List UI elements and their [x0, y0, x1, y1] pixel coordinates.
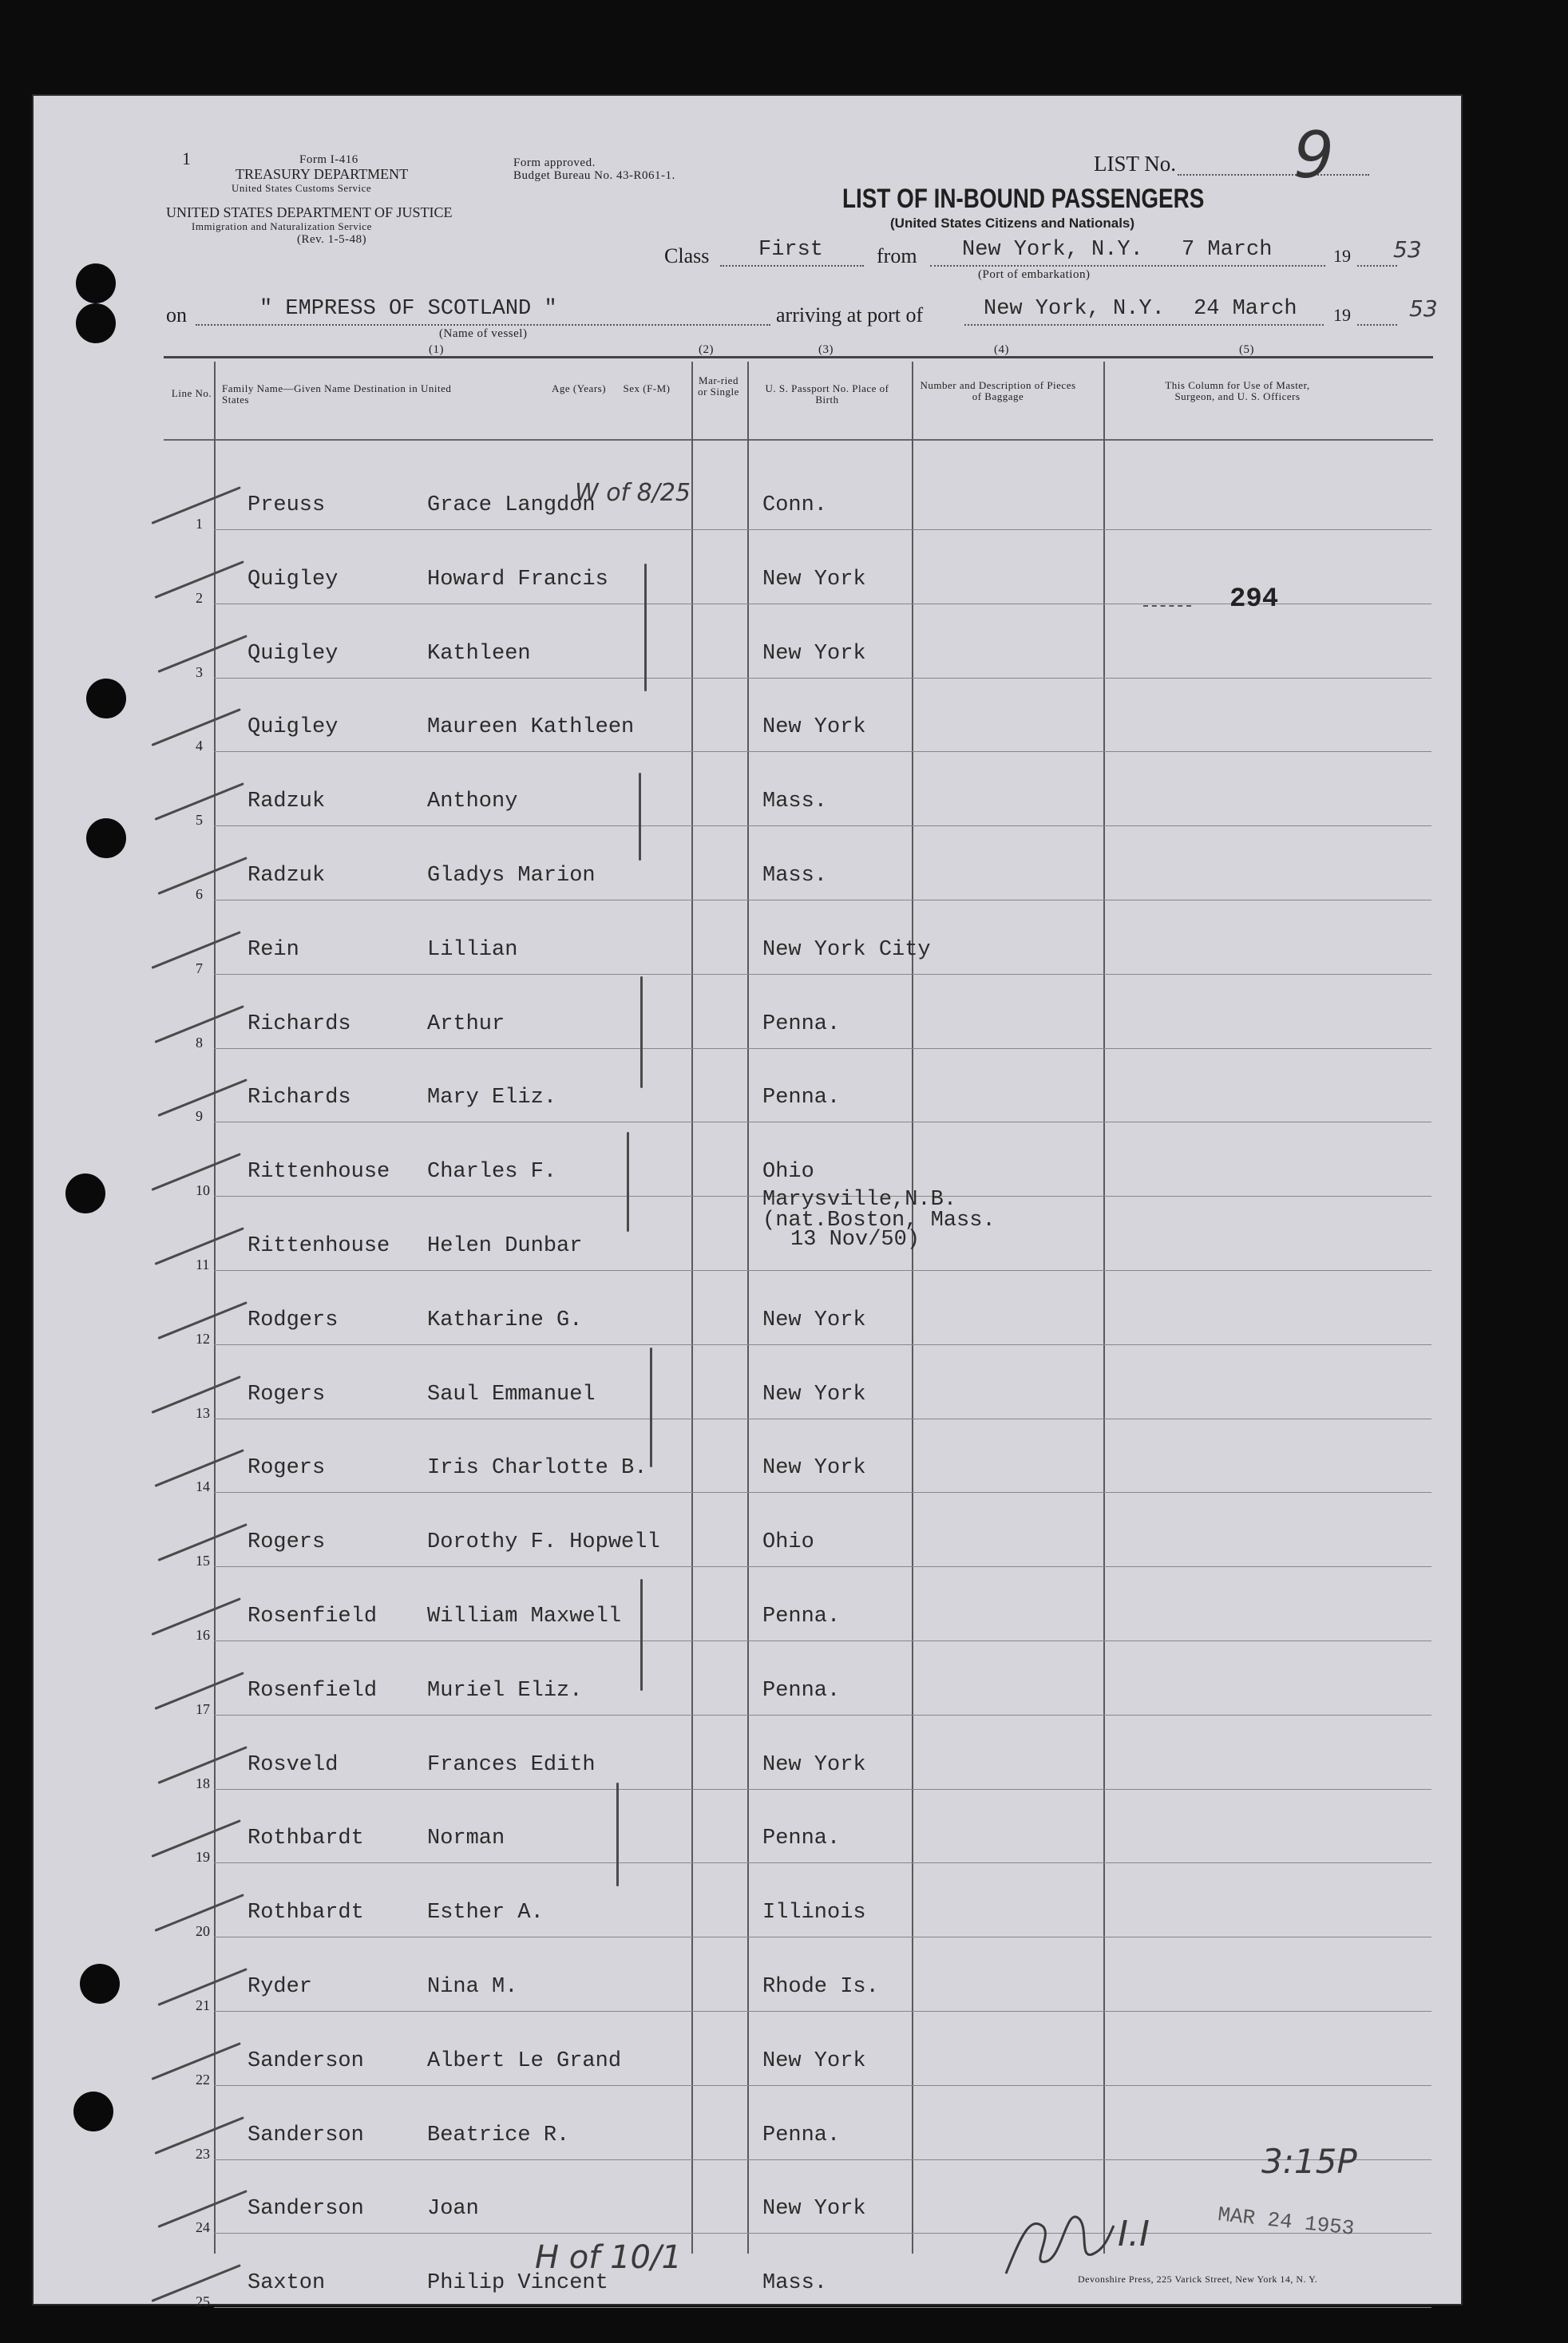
list-no-label: LIST No. — [1094, 152, 1177, 176]
family-name: Rein — [247, 937, 299, 962]
col-num-4: (4) — [994, 343, 1009, 356]
treasury-label: TREASURY DEPARTMENT — [236, 166, 409, 182]
row-rule — [214, 1492, 1431, 1493]
place-of-birth: Conn. — [762, 493, 828, 517]
place-of-birth: Ohio — [762, 1160, 814, 1185]
row-rule — [214, 678, 1431, 679]
document-title: LIST OF IN-BOUND PASSENGERS — [842, 184, 1205, 214]
place-of-birth: Marysville,N.B. — [762, 1188, 957, 1212]
line-number: 23 — [196, 2145, 210, 2162]
family-name: Rittenhouse — [247, 1160, 390, 1185]
line-number: 6 — [196, 886, 203, 902]
row-rule — [214, 1640, 1431, 1641]
family-bracket — [640, 1579, 643, 1691]
line-number: 1 — [196, 516, 203, 532]
binder-hole — [86, 679, 126, 718]
col-divider — [1103, 362, 1105, 2254]
family-name: Sanderson — [247, 2197, 364, 2222]
line-number: 24 — [196, 2219, 210, 2236]
family-name: Rosenfield — [247, 1605, 378, 1629]
family-name: Sanderson — [247, 2048, 364, 2073]
family-name: Rothbardt — [247, 1827, 364, 1851]
family-bracket — [640, 976, 643, 1088]
line-number: 20 — [196, 1923, 210, 1940]
place-of-birth: Ohio — [762, 1530, 814, 1555]
given-name: Lillian — [427, 937, 518, 962]
given-name: Frances Edith — [427, 1752, 596, 1777]
line-number: 8 — [196, 1034, 203, 1051]
line-number: 18 — [196, 1775, 210, 1791]
given-name: Gladys Marion — [427, 864, 596, 888]
row-rule — [214, 1048, 1431, 1049]
year-prefix-1: 19 — [1333, 246, 1351, 266]
row-rule — [214, 2233, 1431, 2234]
col-divider — [912, 362, 913, 2254]
vessel-caption: (Name of vessel) — [439, 327, 528, 340]
col-name: Family Name—Given Name Destination in United States — [222, 382, 452, 406]
row-rule — [214, 825, 1431, 826]
revision-label: (Rev. 1-5-48) — [297, 233, 367, 246]
binder-hole — [80, 1964, 120, 2004]
given-name: Maureen Kathleen — [427, 715, 635, 740]
approved-label: Form approved. — [513, 156, 596, 169]
table-header-rule — [164, 439, 1433, 441]
place-of-birth: New York — [762, 2048, 866, 2073]
page-marker: 1 — [182, 148, 191, 168]
row-rule — [214, 1862, 1431, 1863]
col-num-3: (3) — [818, 343, 833, 356]
col-num-2: (2) — [699, 343, 714, 356]
line-number: 10 — [196, 1182, 210, 1199]
line-number: 13 — [196, 1404, 210, 1421]
family-name: Radzuk — [247, 864, 326, 888]
family-name: Rosveld — [247, 1752, 339, 1777]
port-caption: (Port of embarkation) — [978, 268, 1091, 281]
col-baggage: Number and Description of Pieces of Baggage — [920, 379, 1076, 402]
from-label: from — [877, 244, 917, 267]
place-of-birth: Mass. — [762, 864, 828, 888]
line-number: 5 — [196, 812, 203, 829]
arriving-label: arriving at port of — [776, 303, 924, 327]
line-number: 9 — [196, 1108, 203, 1125]
given-name: Iris Charlotte B. — [427, 1456, 647, 1481]
line-number: 12 — [196, 1330, 210, 1347]
printer-credit: Devonshire Press, 225 Varick Street, New York 14, N. Y. — [1078, 2274, 1318, 2285]
line-number: 21 — [196, 1997, 210, 2013]
place-of-birth: Penna. — [762, 1678, 841, 1703]
place-of-birth: New York — [762, 1752, 866, 1777]
col-num-1: (1) — [429, 343, 444, 356]
row-rule — [214, 1344, 1431, 1345]
form-number: Form I-416 — [299, 153, 358, 166]
arrival-year: 53 — [1409, 295, 1438, 322]
family-bracket — [639, 773, 641, 861]
given-name: Muriel Eliz. — [427, 1678, 583, 1703]
place-of-birth: Mass. — [762, 2271, 828, 2296]
col-num-5: (5) — [1239, 343, 1254, 356]
family-name: Rogers — [247, 1382, 326, 1407]
given-name: Beatrice R. — [427, 2123, 570, 2147]
family-name: Rittenhouse — [247, 1234, 390, 1258]
col-line-no: Line No. — [171, 387, 212, 399]
family-bracket — [627, 1132, 629, 1232]
place-of-birth: New York — [762, 1382, 866, 1407]
manifest-page — [32, 94, 1463, 2310]
family-bracket — [616, 1783, 619, 1886]
place-of-birth: New York — [762, 641, 866, 666]
given-name: Arthur — [427, 1011, 505, 1036]
given-name: Esther A. — [427, 1901, 544, 1925]
given-name: Katharine G. — [427, 1308, 583, 1332]
line-number: 3 — [196, 663, 203, 680]
given-name: Albert Le Grand — [427, 2048, 622, 2073]
line-number: 16 — [196, 1627, 210, 1643]
given-name: Dorothy F. Hopwell — [427, 1530, 660, 1555]
handwritten-note: W of 8/25 — [575, 479, 691, 507]
place-of-birth: Illinois — [762, 1901, 866, 1925]
given-name: Norman — [427, 1827, 505, 1851]
from-port: New York, N.Y. — [962, 238, 1143, 262]
line-number: 17 — [196, 1700, 210, 1717]
row-rule — [214, 2307, 1431, 2308]
line-number: 15 — [196, 1553, 210, 1569]
row-rule — [214, 2011, 1431, 2012]
given-name: Philip Vincent — [427, 2271, 608, 2296]
family-name: Rodgers — [247, 1308, 339, 1332]
row-rule — [214, 1566, 1431, 1567]
line-number: 22 — [196, 2071, 210, 2088]
col-divider — [747, 362, 749, 2254]
col-age: Age (Years) — [551, 382, 607, 394]
inspector-initials: I.I — [1118, 2214, 1150, 2254]
given-name: Nina M. — [427, 1975, 518, 1999]
place-of-birth: New York — [762, 567, 866, 592]
family-name: Radzuk — [247, 790, 326, 814]
given-name: Saul Emmanuel — [427, 1382, 596, 1407]
arrival-port: New York, N.Y. — [984, 297, 1165, 321]
row-rule — [214, 974, 1431, 975]
row-rule — [214, 1715, 1431, 1716]
family-bracket — [644, 564, 647, 691]
family-name: Rothbardt — [247, 1901, 364, 1925]
col-sex: Sex (F-M) — [623, 382, 671, 394]
line-number: 7 — [196, 960, 203, 976]
family-bracket — [650, 1348, 652, 1467]
line-number: 11 — [196, 1257, 210, 1272]
date-stamp: MAR 24 1953 — [1216, 2202, 1356, 2241]
line-number: 19 — [196, 1849, 210, 1866]
place-of-birth: Penna. — [762, 2123, 841, 2147]
row-rule — [214, 1270, 1431, 1271]
place-of-birth: New York City — [762, 937, 931, 962]
col-passport: U. S. Passport No. Place of Birth — [765, 382, 889, 406]
col-married: Mar-ried or Single — [698, 374, 739, 398]
family-name: Rogers — [247, 1530, 326, 1555]
row-rule — [214, 751, 1431, 752]
given-name: Joan — [427, 2197, 479, 2222]
place-of-birth: Penna. — [762, 1827, 841, 1851]
row-rule — [214, 2085, 1431, 2086]
given-name: Grace Langdon — [427, 493, 596, 517]
family-name: Rogers — [247, 1456, 326, 1481]
given-name: Charles F. — [427, 1160, 557, 1185]
place-of-birth: Rhode Is. — [762, 1975, 879, 1999]
row-rule — [214, 2159, 1431, 2160]
handwritten-note: H of 10/1 — [535, 2239, 682, 2277]
justice-label: UNITED STATES DEPARTMENT OF JUSTICE — [166, 204, 453, 220]
family-name: Rosenfield — [247, 1678, 378, 1703]
binder-hole — [86, 818, 126, 858]
count-dash — [1143, 605, 1191, 608]
place-of-birth: New York — [762, 2197, 866, 2222]
binder-hole — [76, 263, 116, 303]
place-of-birth-detail: (nat.Boston, Mass. — [762, 1209, 996, 1233]
place-of-birth: Penna. — [762, 1086, 841, 1110]
given-name: Kathleen — [427, 641, 531, 666]
class-value: First — [758, 238, 824, 262]
document-subtitle: (United States Citizens and Nationals) — [890, 216, 1135, 231]
family-name: Quigley — [247, 715, 339, 740]
col-officers: This Column for Use of Master, Surgeon, and U. S. Officers — [1165, 379, 1310, 402]
family-name: Quigley — [247, 641, 339, 666]
line-number: 4 — [196, 738, 203, 754]
place-of-birth: New York — [762, 715, 866, 740]
given-name: Anthony — [427, 790, 518, 814]
vessel-name: " EMPRESS OF SCOTLAND " — [259, 297, 557, 321]
list-number: 9 — [1293, 118, 1334, 192]
on-label: on — [166, 303, 187, 327]
arrival-date: 24 March — [1194, 297, 1297, 321]
row-rule — [214, 1789, 1431, 1790]
given-name: Helen Dunbar — [427, 1234, 583, 1258]
passenger-count: 294 — [1229, 584, 1279, 615]
family-name: Quigley — [247, 567, 339, 592]
list-no-line — [1178, 174, 1369, 176]
inspector-signature — [998, 2186, 1118, 2282]
budget-label: Budget Bureau No. 43-R061-1. — [513, 169, 675, 182]
col-divider — [214, 362, 216, 2254]
family-name: Richards — [247, 1011, 351, 1036]
line-number: 14 — [196, 1478, 210, 1495]
family-name: Saxton — [247, 2271, 326, 2296]
table-top-rule — [164, 356, 1433, 358]
place-of-birth: New York — [762, 1308, 866, 1332]
place-of-birth: Penna. — [762, 1011, 841, 1036]
row-rule — [214, 529, 1431, 530]
given-name: Howard Francis — [427, 567, 608, 592]
given-name: Mary Eliz. — [427, 1086, 557, 1110]
family-name: Ryder — [247, 1975, 313, 1999]
class-label: Class — [664, 244, 710, 267]
from-year: 53 — [1393, 236, 1422, 263]
binder-hole — [65, 1173, 105, 1213]
place-of-birth: Penna. — [762, 1605, 841, 1629]
line-number: 2 — [196, 589, 203, 606]
year-prefix-2: 19 — [1333, 305, 1351, 325]
col-divider — [691, 362, 693, 2254]
customs-label: United States Customs Service — [232, 182, 372, 194]
place-of-birth-detail: 13 Nov/50) — [790, 1228, 921, 1252]
family-name: Preuss — [247, 493, 326, 517]
binder-hole — [76, 303, 116, 343]
binder-hole — [73, 2092, 113, 2131]
place-of-birth: Mass. — [762, 790, 828, 814]
time-annotation: 3:15P — [1261, 2142, 1357, 2181]
family-name: Richards — [247, 1086, 351, 1110]
given-name: William Maxwell — [427, 1605, 622, 1629]
from-date: 7 March — [1182, 238, 1273, 262]
line-number: 25 — [196, 2294, 210, 2310]
family-name: Sanderson — [247, 2123, 364, 2147]
immigration-label: Immigration and Naturalization Service — [192, 220, 372, 232]
place-of-birth: New York — [762, 1456, 866, 1481]
